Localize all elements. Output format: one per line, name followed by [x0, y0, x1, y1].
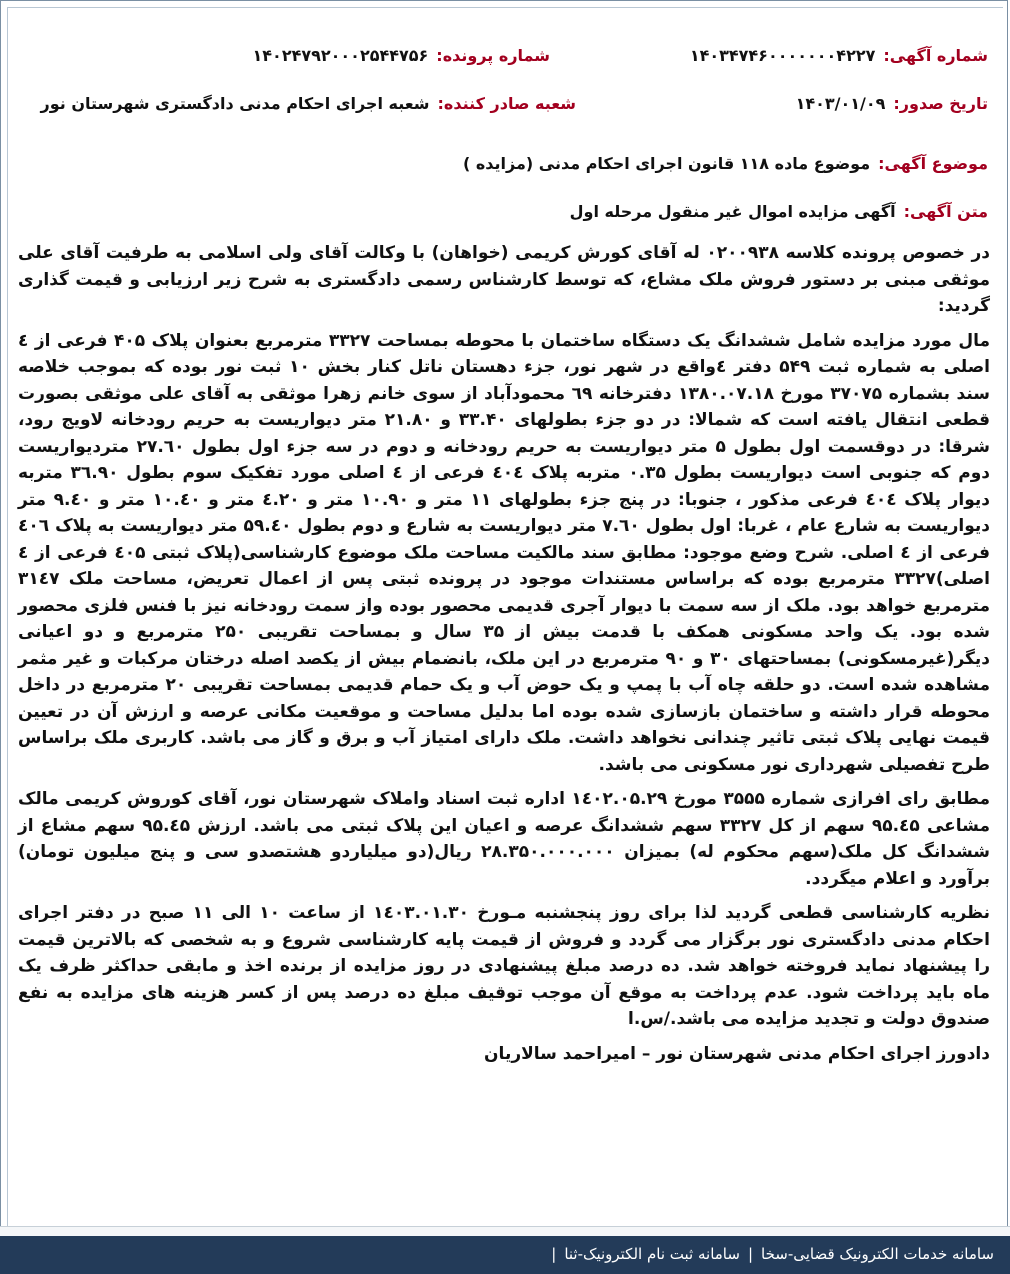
case-number-value: ۱۴۰۲۴۷۹۲۰۰۰۲۵۴۴۷۵۶: [252, 46, 429, 65]
notice-number-label: شماره آگهی:: [883, 46, 988, 65]
subject-label: موضوع آگهی:: [878, 154, 988, 173]
notice-number-value: ۱۴۰۳۴۷۴۶۰۰۰۰۰۰۰۴۲۲۷: [689, 46, 876, 65]
footer-link-sakha[interactable]: سامانه خدمات الکترونیک قضایی-سخا: [761, 1245, 994, 1263]
footer-links: [543, 1245, 994, 1263]
issue-date-row: [796, 94, 988, 114]
notice-text-title: آگهی مزایده اموال غیر منقول مرحله اول: [569, 202, 896, 221]
paragraph-case-intro: در خصوص پرونده کلاسه ۰۲۰۰۹۳۸ له آقای کورش کریمی (خواهان) با وکالت آقای ولی اسلامی به طرفیت آقای علی موثقی مبنی بر دستور فروش ملک مشاع، که توسط کارشناس رسمی دادگستری به شرح زیر ارزیابی و قیمت گذاری گردید:: [18, 243, 990, 316]
issuer-label: شعبه صادر کننده:: [437, 94, 576, 113]
issue-date-value: ۱۴۰۳/۰۱/۰۹: [795, 94, 886, 113]
footer-bar: [0, 1236, 1010, 1274]
footer-link-sana[interactable]: سامانه ثبت نام الکترونیک-ثنا: [564, 1245, 740, 1263]
notice-text-label: متن آگهی:: [903, 202, 988, 221]
paragraph-partition-ruling: مطابق رای افرازی شماره ۳۵۵۵ مورخ ۱٤۰۲.۰۵.۲۹ اداره ثبت اسناد واملاک شهرستان نور، آقای کوروش کریمی مالک مشاعی ۹۵.٤۵ سهم از کل ۳۳۲۷ سهم ششدانگ عرصه و اعیان این پلاک ثبتی می باشد. ارزش ۹۵.٤۵ سهم مشاع از ششدانگ کل ملک(سهم محکوم له) بمیزان ۲۸.۳۵۰.۰۰۰.۰۰۰ ریال(دو میلیاردو هشتصدو سی و پنج میلیون تومان) برآورد و اعلام میگردد.: [18, 789, 991, 889]
notice-text-row: [570, 202, 988, 222]
issue-date-label: تاریخ صدور:: [893, 94, 988, 113]
paragraph-property-description: مال مورد مزایده شامل ششدانگ یک دستگاه ساختمان با محوطه بمساحت ۳۳۲۷ مترمربع بعنوان پلاک ۴۰۵ فرعی از ٤ اصلی به شماره ثبت ۵۴۹ دفتر ٤واقع در شهر نور، جزء دهستان ناتل کنار بخش ۱۰ ثبت نور بوده که بموجب خلاصه سند بشماره ۳۷۰۷۵ مورخ ۱۳۸۰.۰۷.۱۸ دفترخانه ٦۹ محمودآباد از سوی خانم زهرا موثقی به آقای علی موثقی بصورت قطعی انتقال یافته است که شمالا: در دو جزء بطولهای ۳۳.۴۰ و ۲۱.۸۰ متر دیواریست به حریم رودخانه لاویج رود، شرقا: در دوقسمت اول بطول ۵ متر دیواریست به حریم رودخانه و دوم در سه جزء اول بطول ۲۷.٦۰ متردیواریست دوم که جنوبی است دیواریست بطول ۰.۳۵ متربه پلاک ٤۰٤ فرعی از ٤ اصلی مورد تفکیک سوم بطول ۳٦.۹۰ متربه دیوار پلاک ٤۰٤ فرعی مذکور ، جنوبا: در پنج جزء بطولهای ۱۱ متر و ۱۰.۹۰ متر و ٤.۲۰ متر و ۱۰.٤۰ متر و ۹.٤۰ متر دیواریست به شارع عام ، غربا: اول بطول ۷.٦۰ متر دیواریست به شارع و دوم بطول ۵۹.٤۰ متر دیواریست به پلاک ٤۰٦ فرعی از ٤ اصلی. شرح وضع موجود: مطابق سند مالکیت مساحت ملک موضوع کارشناسی(پلاک ثبتی ٤۰۵ فرعی از ٤ اصلی)۳۳۲۷ مترمربع بوده که براساس مستندات موجود در پرونده ثبتی پس از اعمال تعریض، مساحت ملک ۳۱٤۷ مترمربع خواهد بود. ملک از سه سمت با دیوار آجری قدیمی محصور بوده واز سمت رودخانه نیز با فنس فلزی محصور شده بود. یک واحد مسکونی همکف با قدمت بیش از ۳۵ سال و بمساحت تقریبی ۲۵۰ مترمربع و دو اعیانی دیگر(غیرمسکونی) بمساحتهای ۳۰ و ۹۰ مترمربع در این ملک، بانضمام بیش از یکصد اصله درختان مرکبات و غیر مثمر مشاهده شده است. دو حلقه چاه آب با پمپ و یک حوض آب و یک حمام قدیمی بمساحت تقریبی ۲۰ مترمربع در داخل محوطه قرار داشته و ساختمان بازسازی شده بوده اما بدلیل مساحت و موقعیت مکانی عرصه و ارزش آن در تعیین قیمت نهایی پلاک ثبتی تاثیر چندانی نخواهد داشت. ملک دارای امتیاز آب و برق و گاز می باشد. کاربری ملک براساس طرح تفصیلی شهرداری نور مسکونی می باشد.: [18, 330, 991, 775]
notice-number-row: [690, 46, 988, 66]
case-number-row: [253, 46, 550, 66]
issuer-row: [41, 94, 577, 114]
subject-value: موضوع ماده ۱۱۸ قانون اجرای احکام مدنی (مزایده ): [462, 154, 871, 173]
notice-body: [18, 240, 990, 1075]
paragraph-auction-terms: نظریه کارشناسی قطعی گردید لذا برای روز پنجشنبه مـورخ ۱٤۰۳.۰۱.۳۰ از ساعت ۱۰ الی ۱۱ صبح در دفتر اجرای احکام مدنی دادگستری نور برگزار می گردد و فروش از قیمت پایه کارشناسی شروع و به شخصی که بالاترین قیمت را پیشنهاد نماید فروخته خواهد شد. ده درصد مبلغ پیشنهادی در روز مزایده از برنده اخذ و مابقی حداکثر ظرف یک ماه باید پرداخت شود. عدم پرداخت به موقع آن موجب توقیف مبلغ ده درصد پس از کسر هزینه های مزایده به نفع صندوق دولت و تجدید مزایده می باشد./س.ا: [18, 903, 990, 1029]
issuer-value: شعبه اجرای احکام مدنی دادگستری شهرستان نور: [40, 94, 430, 113]
footer-separator: |: [747, 1245, 753, 1263]
case-number-label: شماره پرونده:: [436, 46, 550, 65]
signature-line: دادورز اجرای احکام مدنی شهرستان نور – امیراحمد سالاریان: [484, 1043, 990, 1064]
footer-separator-end: |: [551, 1245, 557, 1263]
subject-row: [463, 154, 988, 174]
